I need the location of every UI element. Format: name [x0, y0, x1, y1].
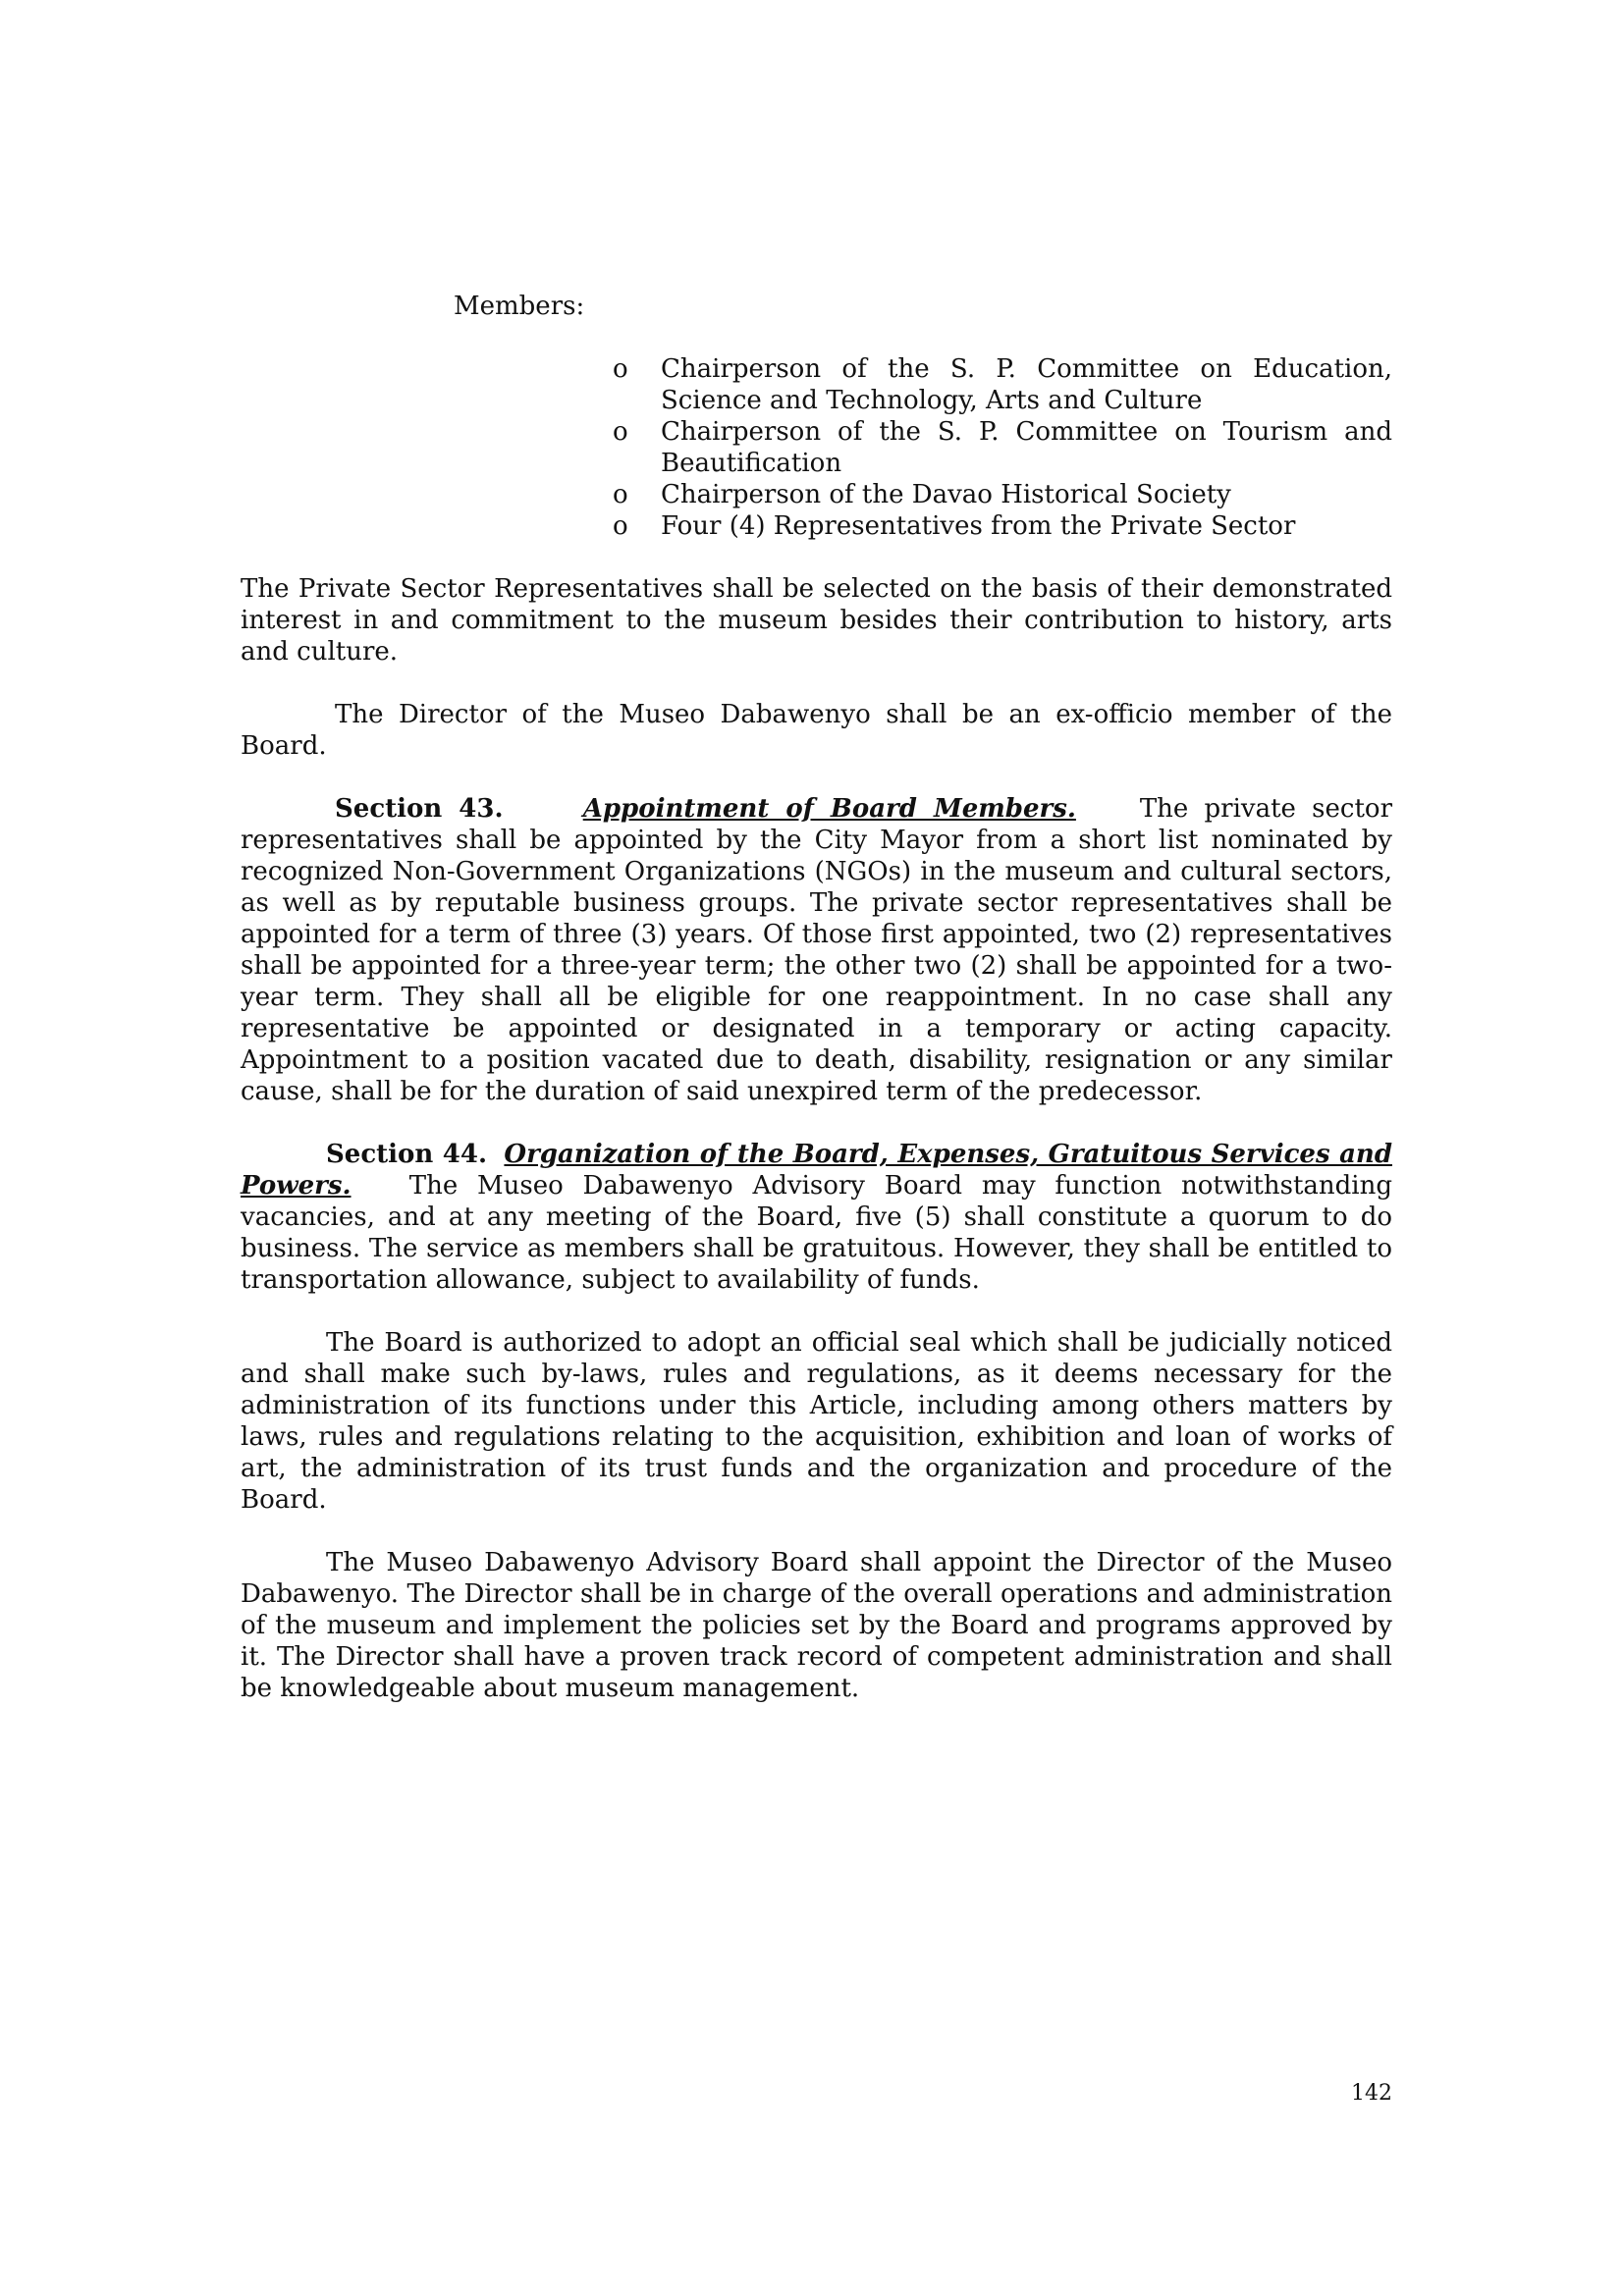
list-item	[607, 479, 1392, 510]
section-44-body: The Museo Dabawenyo Advisory Board may function notwithstanding vacancies, and at any meeting of the Board, five (5) shall constitute a quorum to do business. The service as members shall be gratuitous. However, they shall be entitled to transportation allowance, subject to availability of funds.	[241, 1171, 1392, 1295]
member-text: Chairperson of the S. P. Committee on Education, Science and Technology, Arts and Culture	[661, 354, 1392, 415]
list-item	[607, 353, 1392, 416]
bullet-icon: o	[613, 354, 628, 384]
members-list	[607, 353, 1392, 542]
section-44-number: Section 44.	[326, 1140, 488, 1169]
member-text: Chairperson of the Davao Historical Society	[661, 480, 1231, 509]
page-number: 142	[1351, 2081, 1392, 2106]
bullet-icon: o	[613, 480, 628, 509]
board-seal-paragraph: The Board is authorized to adopt an official seal which shall be judicially noticed and shall make such by-laws, rules and regulations, as it deems necessary for the administration of its functions under this Article, including among others matters by laws, rules and regulations relating to the acquisition, exhibition and loan of works of art, the administration of its trust funds and the organization and procedure of the Board.	[241, 1328, 1392, 1515]
member-text: Four (4) Representatives from the Private Sector	[661, 511, 1296, 541]
bullet-icon: o	[613, 417, 628, 447]
section-43-paragraph	[241, 793, 1392, 1107]
list-item	[607, 510, 1392, 542]
section-43-number: Section 43.	[335, 794, 504, 824]
member-text: Chairperson of the S. P. Committee on Tourism and Beautification	[661, 417, 1392, 478]
section-44-title: Organization of the Board, Expenses, Gratuitous Services and Powers.	[241, 1140, 1392, 1201]
list-item	[607, 416, 1392, 479]
director-appointment-paragraph: The Museo Dabawenyo Advisory Board shall appoint the Director of the Museo Dabawenyo. The Director shall be in charge of the overall operations and administration of the museum and implement the policies set by the Board and programs approved by it. The Director shall have a proven track record of competent administration and shall be knowledgeable about museum management.	[241, 1548, 1392, 1703]
director-ex-officio-paragraph: The Director of the Museo Dabawenyo shall be an ex-officio member of the Board.	[241, 700, 1392, 761]
members-label: Members:	[454, 292, 585, 321]
section-44-paragraph	[241, 1139, 1392, 1296]
private-sector-paragraph: The Private Sector Representatives shall be selected on the basis of their demonstrated interest in and commitment to the museum besides their contribution to history, arts and culture.	[241, 574, 1392, 667]
section-43-body: The private sector representatives shall be appointed by the City Mayor from a short list nominated by recognized Non-Government Organizations (NGOs) in the museum and cultural sectors, as well as by reputable business groups. The private sector representatives shall be appointed for a term of three (3) years. Of those first appointed, two (2) representatives shall be appointed for a three-year term; the other two (2) shall be appointed for a two-year term. They shall all be eligible for one reappointment. In no case shall any representative be appointed or designated in a temporary or acting capacity. Appointment to a position vacated due to death, disability, resignation or any similar cause, shall be for the duration of said unexpired term of the predecessor.	[241, 794, 1392, 1106]
section-43-title: Appointment of Board Members.	[582, 794, 1076, 824]
bullet-icon: o	[613, 511, 628, 541]
